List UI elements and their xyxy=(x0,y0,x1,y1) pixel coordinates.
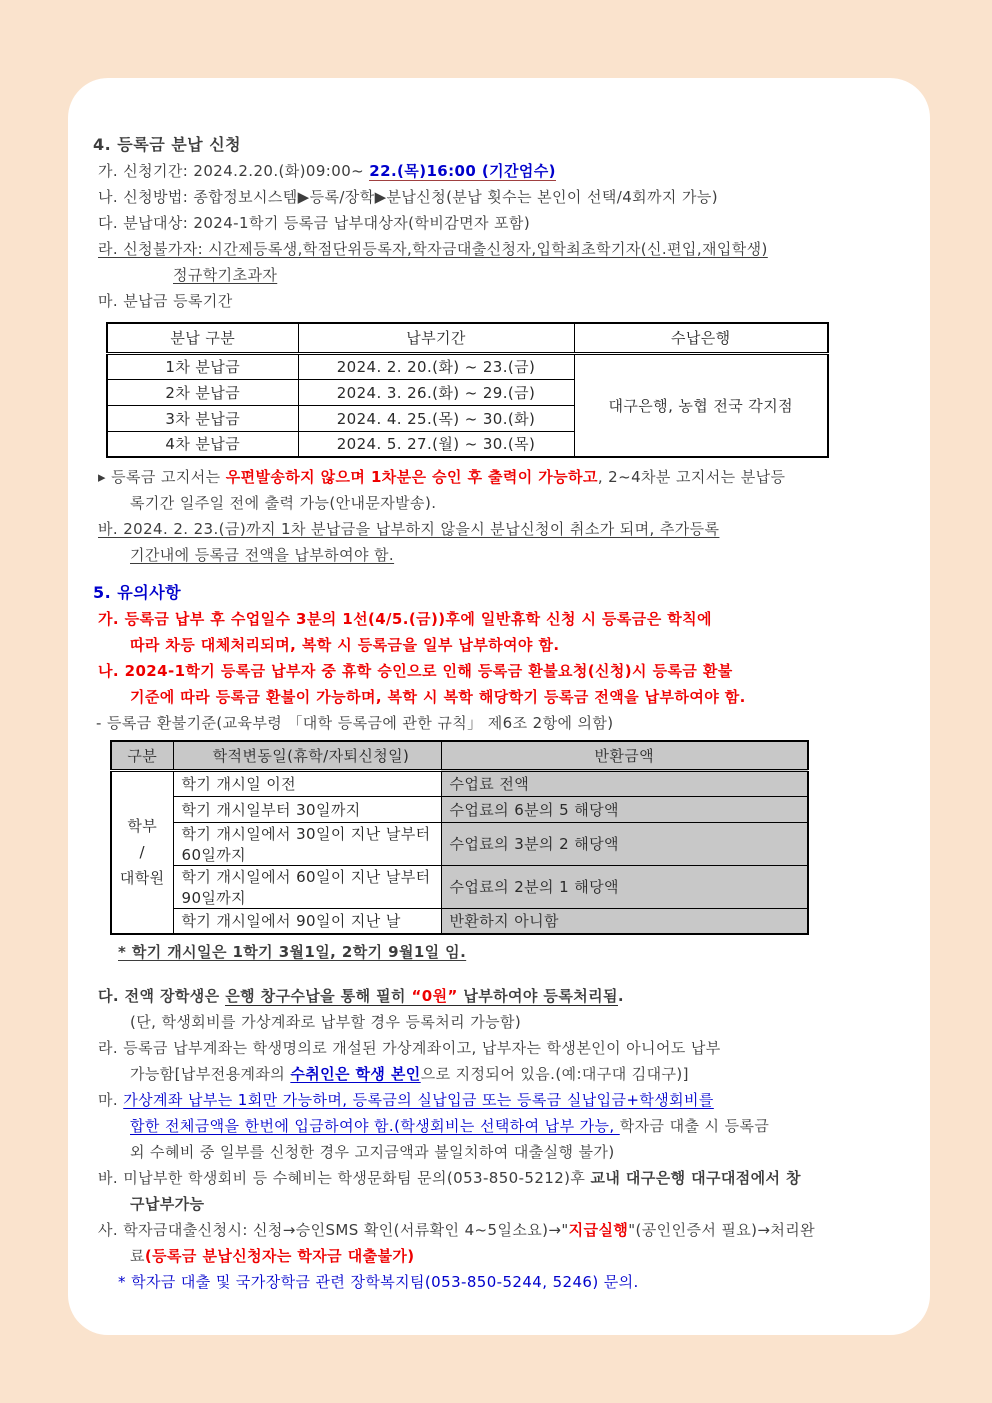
refund-criteria-table xyxy=(110,740,809,935)
refund-line1-text: 나. 2024-1학기 등록금 납부자 중 휴학 승인으로 인해 등록금 환불요청(신청)시 등록금 환불 xyxy=(98,662,733,680)
s4-item-not-eligible xyxy=(98,236,930,262)
loan-contact-text: * 학자금 대출 및 국가장학금 관련 장학복지팀(053-850-5244, 5246) 문의. xyxy=(118,1273,639,1291)
item-virtual-account-line3 xyxy=(130,1139,930,1165)
refund-cell: 수업료의 2분의 1 해당액 xyxy=(441,865,808,908)
account-line1-text: 라. 등록금 납부계좌는 학생명의로 개설된 가상계좌이고, 납부자는 학생본인이 아니어도 납부 xyxy=(98,1039,721,1057)
category-cell xyxy=(111,770,173,934)
table-header-row xyxy=(111,741,808,770)
installment-period: 2024. 4. 25.(목) ~ 30.(화) xyxy=(298,405,574,431)
s5-item-leave-line1 xyxy=(98,606,930,632)
refund-cell: 수업료의 6분의 5 해당액 xyxy=(441,796,808,822)
refund-basis-text: - 등록금 환불기준(교육부령 「대학 등록금에 관한 규칙」 제6조 2항에 의함) xyxy=(96,714,614,732)
table-row xyxy=(111,908,808,934)
loan-line1-mid: "(공인인증서 필요)→처리완 xyxy=(628,1221,816,1239)
semester-start-footnote xyxy=(118,939,930,965)
virtual-account-blue1: 가상계좌 납부는 1회만 가능하며, 등록금의 실납입금 또는 등록금 실납입금+학생회비를 xyxy=(123,1091,714,1109)
installment-label: 1차 분납금 xyxy=(107,353,298,379)
table-row xyxy=(111,796,808,822)
refund-line2-text: 기준에 따라 등록금 환불이 가능하며, 복학 시 복학 해당학기 등록금 전액을 납부하여야 함. xyxy=(130,688,746,706)
category-slash: / xyxy=(139,843,145,862)
scholarship-sub-text: (단, 학생회비를 가상계좌로 납부할 경우 등록처리 가능함) xyxy=(130,1013,522,1031)
condition-cell: 학기 개시일부터 30일까지 xyxy=(173,796,441,822)
condition-cell: 학기 개시일 이전 xyxy=(173,770,441,796)
notice-bill-pre: 등록금 고지서는 xyxy=(105,468,226,486)
scholarship-pre: 다. 전액 장학생은 xyxy=(98,987,226,1005)
table-row xyxy=(111,822,808,865)
loan-restriction-text: (등록금 분납신청자는 학자금 대출불가) xyxy=(144,1247,415,1265)
item-account-line1 xyxy=(98,1035,930,1061)
item-student-fee-line1 xyxy=(98,1165,930,1191)
refund-basis-note xyxy=(96,710,930,736)
col-header-payment-period: 납부기간 xyxy=(298,323,574,353)
table-header-row xyxy=(107,323,828,353)
col-header-bank: 수납은행 xyxy=(574,323,828,353)
virtual-account-blue2: 합한 전체금액을 한번에 입금하여야 함.(학생회비는 선택하여 납부 가능, xyxy=(130,1117,620,1135)
leave-line2-text: 따라 차등 대체처리되며, 복학 시 등록금을 일부 납부하여야 함. xyxy=(130,636,560,654)
s4-item-eligible xyxy=(98,210,930,236)
application-method-text: 나. 신청방법: 종합정보시스템▶등록/장학▶분납신청(분납 횟수는 본인이 선택/4회까지 가능) xyxy=(98,188,719,206)
item-loan-line2 xyxy=(130,1243,930,1269)
notice-cancel-line2 xyxy=(130,542,930,568)
installment-label: 3차 분납금 xyxy=(107,405,298,431)
account-line2-post: 으로 지정되어 있음.(예:대구대 김대구)] xyxy=(420,1065,689,1083)
notice-cancel-line1 xyxy=(98,516,930,542)
condition-cell: 학기 개시일에서 60일이 지난 날부터 90일까지 xyxy=(173,865,441,908)
item-loan-line1 xyxy=(98,1217,930,1243)
virtual-account-black2: 학자금 대출 시 등록금 xyxy=(619,1117,770,1135)
loan-contact-note xyxy=(118,1269,930,1295)
s5-item-leave-line2 xyxy=(130,632,930,658)
student-fee-bold2: 구납부가능 xyxy=(130,1195,205,1213)
s4-item-application-method xyxy=(98,184,930,210)
eligible-text: 다. 분납대상: 2024-1학기 등록금 납부대상자(학비감면자 포함) xyxy=(98,214,531,232)
s4-item-not-eligible-cont xyxy=(173,262,930,288)
scholarship-underlined1: 은행 창구수납을 통해 필히 xyxy=(225,987,412,1005)
refund-cell: 수업료 전액 xyxy=(441,770,808,796)
notice-cancel-line2-text: 기간내에 등록금 전액을 납부하여야 함. xyxy=(130,546,395,564)
table-row xyxy=(111,865,808,908)
notice-bill-line2 xyxy=(130,490,930,516)
bullet-icon: ▸ xyxy=(98,468,106,486)
notice-bill-emphasis: 우편발송하지 않으며 1차분은 승인 후 출력이 가능하고 xyxy=(225,468,598,486)
semester-start-footnote-text: * 학기 개시일은 1학기 3월1일, 2학기 9월1일 임. xyxy=(118,943,467,961)
section4-title: 4. 등록금 분납 신청 xyxy=(93,135,242,154)
student-fee-pre: 바. 미납부한 학생회비 등 수혜비는 학생문화팀 문의(053-850-5212)후 xyxy=(98,1169,591,1187)
s4-item-application-period xyxy=(98,158,930,184)
category-grad: 대학원 xyxy=(119,869,165,888)
not-eligible-text: 라. 신청불가자: 시간제등록생,학점단위등록자,학자금대출신청자,입학최초학기자(신.편입,재입학생) xyxy=(98,240,768,258)
loan-line1-pre: 사. 학자금대출신청시: 신청→승인SMS 확인(서류확인 4~5일소요)→" xyxy=(98,1221,569,1239)
item-virtual-account-line1 xyxy=(98,1087,930,1113)
account-line2-pre: 가능함[납부전용계좌의 xyxy=(130,1065,291,1083)
s5-item-refund-line2 xyxy=(130,684,930,710)
application-period-text: 가. 신청기간: 2024.2.20.(화)09:00~ xyxy=(98,162,370,180)
installment-period: 2024. 3. 26.(화) ~ 29.(금) xyxy=(298,379,574,405)
scholarship-period: . xyxy=(617,987,624,1005)
item-virtual-account-line2 xyxy=(130,1113,930,1139)
registration-period-text: 마. 분납금 등록기간 xyxy=(98,292,233,310)
installment-period: 2024. 2. 20.(화) ~ 23.(금) xyxy=(298,353,574,379)
table-row xyxy=(111,770,808,796)
section5-title: 5. 유의사항 xyxy=(93,583,182,602)
col-header-installment: 분납 구분 xyxy=(107,323,298,353)
loan-line2-black: 료 xyxy=(130,1247,145,1265)
virtual-account-label: 마. xyxy=(98,1091,124,1109)
col-header-refund-amount: 반환금액 xyxy=(441,741,808,770)
loan-execute-text: 지급실행 xyxy=(568,1221,629,1239)
leave-line1-text: 가. 등록금 납부 후 수업일수 3분의 1선(4/5.(금))후에 일반휴학 신청 시 등록금은 학칙에 xyxy=(98,610,712,628)
notice-bill-line1 xyxy=(98,464,930,490)
document-card xyxy=(68,78,930,1335)
table-row xyxy=(107,353,828,379)
col-header-change-date: 학적변동일(휴학/자퇴신청일) xyxy=(173,741,441,770)
virtual-account-black3: 외 수혜비 중 일부를 신청한 경우 고지금액과 불일치하여 대출실행 불가) xyxy=(130,1143,615,1161)
bank-cell: 대구은행, 농협 전국 각지점 xyxy=(574,353,828,457)
payee-emphasis-text: 수취인은 학생 본인 xyxy=(290,1065,421,1083)
zero-won-text: “0원” xyxy=(411,987,458,1005)
installment-period: 2024. 5. 27.(월) ~ 30.(목) xyxy=(298,431,574,457)
not-eligible-cont-text: 정규학기초과자 xyxy=(173,266,278,284)
item-account-line2 xyxy=(130,1061,930,1087)
installment-schedule-table xyxy=(106,322,829,458)
s5-item-refund-line1 xyxy=(98,658,930,684)
category-undergrad: 학부 xyxy=(127,817,158,836)
notice-bill-post: , 2~4차분 고지서는 분납등 xyxy=(597,468,786,486)
item-scholarship-sub xyxy=(130,1009,930,1035)
notice-bill-line2-text: 록기간 일주일 전에 출력 가능(안내문자발송). xyxy=(130,494,437,512)
installment-label: 4차 분납금 xyxy=(107,431,298,457)
s4-item-registration-period xyxy=(98,288,930,314)
condition-cell: 학기 개시일에서 90일이 지난 날 xyxy=(173,908,441,934)
refund-cell: 반환하지 아니함 xyxy=(441,908,808,934)
item-scholarship xyxy=(98,983,930,1009)
student-fee-bold1: 교내 대구은행 대구대점에서 창 xyxy=(590,1169,801,1187)
application-deadline-text: 22.(목)16:00 (기간엄수) xyxy=(369,162,556,180)
refund-cell: 수업료의 3분의 2 해당액 xyxy=(441,822,808,865)
item-student-fee-line2 xyxy=(130,1191,930,1217)
col-header-category: 구분 xyxy=(111,741,173,770)
installment-label: 2차 분납금 xyxy=(107,379,298,405)
condition-cell: 학기 개시일에서 30일이 지난 날부터 60일까지 xyxy=(173,822,441,865)
notice-cancel-line1-text: 바. 2024. 2. 23.(금)까지 1차 분납금을 납부하지 않을시 분납신청이 취소가 되며, 추가등록 xyxy=(98,520,720,538)
scholarship-underlined2: 납부하여야 등록처리됨 xyxy=(457,987,618,1005)
